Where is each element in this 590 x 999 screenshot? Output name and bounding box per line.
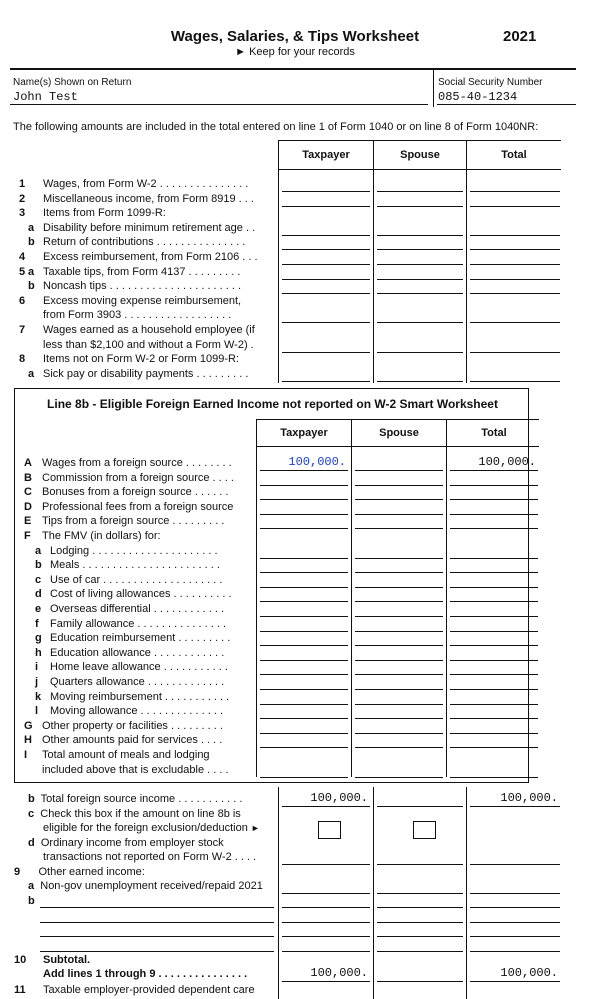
line-8c-line2	[43, 822, 260, 834]
line-10-label1: Subtotal.	[43, 954, 91, 966]
sw-taxpayer-entry[interactable]	[260, 558, 348, 559]
line-number: 8	[19, 353, 26, 366]
sw-total-entry[interactable]	[450, 587, 538, 588]
sw-line-label: Bonuses from a foreign source . . . . . .	[42, 486, 229, 499]
taxpayer-entry[interactable]	[282, 381, 370, 382]
line-label: Wages, from Form W-2 . . . . . . . . . . . . . . .	[43, 178, 249, 190]
sw-line-letter: A	[24, 457, 32, 469]
sw-line-label: Lodging . . . . . . . . . . . . . . . . . . . . .	[50, 544, 218, 557]
line-8c-label2: eligible for the foreign exclusion/deduction	[43, 822, 248, 834]
sw-line-sub-letter: f	[35, 617, 39, 630]
sw-taxpayer-entry[interactable]	[260, 528, 348, 529]
sw-line-label: Use of car . . . . . . . . . . . . . . . . . . . .	[50, 573, 223, 586]
line-sub-letter: a	[28, 367, 35, 380]
line-sub-letter: b	[28, 236, 35, 249]
sw-taxpayer-entry[interactable]	[260, 660, 348, 661]
sw-total-entry[interactable]	[450, 499, 538, 500]
sw-line-label: Other amounts paid for services . . . .	[42, 734, 223, 747]
line-9a: a Non-gov unemployment received/repaid 2021	[28, 880, 263, 892]
sw-taxpayer-entry[interactable]	[260, 733, 348, 734]
sw-line-sub-letter: j	[35, 676, 39, 688]
sw-total-entry[interactable]	[450, 747, 538, 748]
sw-line-label: Meals . . . . . . . . . . . . . . . . . . . . . . .	[50, 559, 220, 572]
sw-total-entry[interactable]	[450, 660, 538, 661]
line-number: 3	[19, 207, 26, 220]
sw-spouse-entry[interactable]	[355, 616, 443, 617]
sw-line-label: Moving allowance . . . . . . . . . . . . . .	[50, 705, 224, 718]
sw-line-sub-letter: i	[35, 661, 39, 674]
line-number: 2	[19, 192, 26, 205]
line-10-number: 10	[14, 954, 27, 966]
line-8b-total[interactable]: 100,000.	[500, 791, 558, 805]
line-label: Noncash tips . . . . . . . . . . . . . . . . . . . . . .	[43, 280, 242, 293]
sw-taxpayer-entry[interactable]	[260, 572, 348, 573]
line-8d-line2: transactions not reported on Form W-2 . . . .	[43, 851, 257, 863]
sw-spouse-entry[interactable]	[355, 689, 443, 690]
sw-col-total: Total	[481, 427, 507, 439]
sw-spouse-entry[interactable]	[355, 470, 443, 471]
line-label: Return of contributions . . . . . . . . . . . . . . .	[43, 236, 246, 249]
line-label: Items not on Form W-2 or Form 1099-R:	[43, 353, 240, 366]
line-8b-taxpayer[interactable]: 100,000.	[310, 791, 368, 805]
total-entry[interactable]	[470, 352, 560, 353]
sw-line-label: Cost of living allowances . . . . . . . . . .	[50, 588, 232, 601]
total-entry[interactable]	[470, 249, 560, 250]
col-spouse: Spouse	[400, 149, 440, 161]
total-entry[interactable]	[470, 235, 560, 236]
line-9b-desc-1[interactable]	[40, 907, 274, 908]
sw-total-entry[interactable]	[450, 514, 538, 515]
line-9-label: Other earned income:	[38, 866, 145, 878]
keep-records-text: Keep for your records	[249, 46, 355, 58]
sw-line-letter: I	[24, 749, 28, 761]
sw-line-label: Quarters allowance . . . . . . . . . . . . .	[50, 676, 225, 688]
sw-line-sub-letter: e	[35, 603, 42, 615]
line-label: Excess moving expense reimbursement,	[43, 294, 242, 307]
total-entry[interactable]	[470, 322, 560, 323]
sw-line-label: Home leave allowance . . . . . . . . . . .	[50, 661, 228, 674]
col-total: Total	[501, 149, 527, 161]
sw-taxpayer-entry[interactable]	[260, 485, 348, 486]
taxpayer-entry[interactable]	[282, 191, 370, 192]
line-9b-desc-2[interactable]	[40, 922, 274, 923]
line-8b: b Total foreign source income . . . . . . . . . . .	[28, 793, 243, 805]
sw-line-label: The FMV (in dollars) for:	[42, 530, 161, 542]
spouse-entry[interactable]	[377, 322, 463, 323]
sw-spouse-entry[interactable]	[355, 704, 443, 705]
sw-spouse-entry[interactable]	[355, 587, 443, 588]
line-number: 1	[19, 178, 26, 190]
sw-total-entry[interactable]	[450, 645, 538, 646]
sw-taxpayer-entry[interactable]	[260, 499, 348, 500]
line-label: Excess reimbursement, from Form 2106 . . .	[43, 251, 258, 263]
taxpayer-entry[interactable]	[282, 264, 370, 265]
intro-text: The following amounts are included in the total entered on line 1 of Form 1040 or on line 8 of Form 1040NR:	[13, 121, 539, 133]
sw-line-sub-letter: h	[35, 646, 42, 659]
sw-line-label: Commission from a foreign source . . . .	[42, 471, 234, 484]
sw-line-label: Total amount of meals and lodging	[42, 749, 210, 761]
spouse-entry[interactable]	[377, 206, 463, 207]
sw-spouse-entry[interactable]	[355, 572, 443, 573]
spouse-entry[interactable]	[377, 191, 463, 192]
spouse-entry[interactable]	[377, 381, 463, 382]
sw-line-label: Other property or facilities . . . . . . . . .	[42, 719, 223, 732]
sw-line-sub-letter: g	[35, 632, 42, 645]
taxpayer-entry[interactable]	[282, 279, 370, 280]
name-label: Name(s) Shown on Return	[13, 77, 132, 88]
line-10-taxpayer[interactable]: 100,000.	[310, 966, 368, 980]
sw-taxpayer-entry[interactable]	[260, 601, 348, 602]
sw-total-entry[interactable]	[450, 733, 538, 734]
line-8c-spouse-checkbox[interactable]	[413, 821, 436, 839]
line-sub-letter: b	[28, 280, 35, 293]
sw-total-entry[interactable]	[450, 485, 538, 486]
sw-spouse-entry[interactable]	[355, 733, 443, 734]
line-9b-letter: b	[28, 895, 35, 907]
line-number: 6	[19, 294, 26, 307]
sw-spouse-entry[interactable]	[355, 674, 443, 675]
sw-taxpayer-entry[interactable]	[260, 704, 348, 705]
sw-line-label: Education reimbursement . . . . . . . . .	[50, 632, 231, 645]
arrow-right-icon: ►	[235, 46, 247, 58]
sw-line-letter: F	[24, 530, 31, 542]
spouse-entry[interactable]	[377, 279, 463, 280]
smart-worksheet-title: Line 8b - Eligible Foreign Earned Income not reported on W-2 Smart Worksheet	[47, 397, 498, 411]
sw-total-entry[interactable]	[450, 674, 538, 675]
line-number: 7	[19, 324, 26, 336]
sw-total-entry[interactable]	[450, 470, 538, 471]
sw-taxpayer-entry[interactable]	[260, 616, 348, 617]
taxpayer-entry[interactable]	[282, 352, 370, 353]
taxpayer-entry[interactable]	[282, 249, 370, 250]
line-number: 4	[19, 251, 26, 263]
sw-taxpayer-entry[interactable]	[260, 777, 348, 778]
sw-line-label: Overseas differential . . . . . . . . . . . .	[50, 603, 225, 615]
line-9b-desc-3[interactable]	[40, 936, 274, 937]
sw-spouse-entry[interactable]	[355, 601, 443, 602]
sw-taxpayer-entry[interactable]	[260, 514, 348, 515]
sw-spouse-entry[interactable]	[355, 514, 443, 515]
keep-records-note	[0, 46, 590, 58]
line-label: Sick pay or disability payments . . . . . . . . .	[43, 367, 249, 380]
sw-line-label: Wages from a foreign source . . . . . . . .	[42, 457, 232, 469]
sw-spouse-entry[interactable]	[355, 558, 443, 559]
line-8b-label: Total foreign source income . . . . . . . . . . .	[40, 793, 243, 805]
line-label: Items from Form 1099-R:	[43, 207, 166, 220]
line-8c-taxpayer-checkbox[interactable]	[318, 821, 341, 839]
line-sub-letter: a	[28, 265, 35, 278]
sw-total-entry[interactable]	[450, 528, 538, 529]
spouse-entry[interactable]	[377, 293, 463, 294]
sw-total-entry[interactable]	[450, 704, 538, 705]
spouse-entry[interactable]	[377, 264, 463, 265]
line-sub-letter: a	[28, 221, 35, 234]
ssn-field[interactable]: 085-40-1234	[438, 90, 518, 104]
sw-taxpayer-entry[interactable]	[260, 689, 348, 690]
sw-total-value[interactable]: 100,000.	[478, 455, 536, 469]
line-8c-line1: c Check this box if the amount on line 8b is	[28, 808, 241, 820]
sw-spouse-entry[interactable]	[355, 528, 443, 529]
sw-col-spouse: Spouse	[379, 427, 419, 439]
line-label: Taxable tips, from Form 4137 . . . . . . . . .	[43, 265, 241, 278]
line-label: Disability before minimum retirement age . .	[43, 221, 256, 234]
sw-line-label: Family allowance . . . . . . . . . . . . . . .	[50, 617, 227, 630]
sw-taxpayer-entry[interactable]	[260, 645, 348, 646]
sw-line-label: Moving reimbursement . . . . . . . . . . .	[50, 690, 230, 703]
col-taxpayer: Taxpayer	[302, 149, 350, 161]
sw-line-letter: D	[24, 500, 32, 513]
sw-taxpayer-entry[interactable]	[260, 470, 348, 471]
name-field[interactable]: John Test	[13, 90, 78, 104]
sw-line-sub-letter: d	[35, 588, 42, 601]
line-9a-label: Non-gov unemployment received/repaid 2021	[40, 880, 263, 892]
taxpayer-entry[interactable]	[282, 322, 370, 323]
sw-line-label: Education allowance . . . . . . . . . . . .	[50, 646, 225, 659]
sw-line-sub-letter: k	[35, 690, 42, 703]
line-label: Miscellaneous income, from Form 8919 . . .	[43, 192, 254, 205]
sw-line-letter: H	[24, 734, 32, 747]
sw-total-entry[interactable]	[450, 616, 538, 617]
sw-line-letter: C	[24, 486, 32, 499]
line-label: Wages earned as a household employee (if	[43, 324, 255, 336]
sw-line-letter: B	[24, 471, 32, 484]
arrow-right-icon: ►	[250, 823, 260, 833]
line-8d-label1: Ordinary income from employer stock	[40, 837, 224, 849]
sw-line-label: Tips from a foreign source . . . . . . . . .	[42, 515, 225, 528]
line-11-label: Taxable employer-provided dependent care	[43, 984, 255, 996]
sw-line-letter: E	[24, 515, 32, 528]
sw-col-taxpayer: Taxpayer	[280, 427, 328, 439]
sw-spouse-entry[interactable]	[355, 631, 443, 632]
sw-taxpayer-value[interactable]: 100,000.	[288, 455, 346, 469]
sw-line-label: Professional fees from a foreign source	[42, 500, 234, 513]
total-entry[interactable]	[470, 191, 560, 192]
ssn-label: Social Security Number	[438, 77, 543, 88]
sw-total-entry[interactable]	[450, 558, 538, 559]
line-9b-desc-4[interactable]	[40, 951, 274, 952]
sw-line-sub-letter: l	[35, 705, 39, 718]
sw-spouse-entry[interactable]	[355, 485, 443, 486]
total-entry[interactable]	[470, 279, 560, 280]
line-label: from Form 3903 . . . . . . . . . . . . . . . . . .	[43, 309, 232, 322]
sw-total-entry[interactable]	[450, 689, 538, 690]
tax-year: 2021	[503, 28, 537, 45]
sw-spouse-entry[interactable]	[355, 747, 443, 748]
sw-taxpayer-entry[interactable]	[260, 747, 348, 748]
sw-total-entry[interactable]	[450, 601, 538, 602]
sw-spouse-entry[interactable]	[355, 718, 443, 719]
sw-total-entry[interactable]	[450, 777, 538, 778]
sw-line-letter: G	[24, 719, 33, 732]
sw-line-sub-letter: b	[35, 559, 42, 572]
line-11-number: 11	[14, 984, 26, 996]
sw-taxpayer-entry[interactable]	[260, 718, 348, 719]
line-10-total[interactable]: 100,000.	[500, 966, 558, 980]
sw-line-sub-letter: a	[35, 544, 42, 557]
line-number: 5	[19, 265, 26, 278]
spouse-entry[interactable]	[377, 235, 463, 236]
sw-line-sub-letter: c	[35, 573, 42, 586]
sw-total-entry[interactable]	[450, 631, 538, 632]
taxpayer-entry[interactable]	[282, 206, 370, 207]
line-8d-line1: d Ordinary income from employer stock	[28, 837, 224, 849]
taxpayer-entry[interactable]	[282, 235, 370, 236]
sw-total-entry[interactable]	[450, 572, 538, 573]
sw-taxpayer-entry[interactable]	[260, 674, 348, 675]
sw-taxpayer-entry[interactable]	[260, 631, 348, 632]
line-label: less than $2,100 and without a Form W-2) .	[43, 338, 254, 351]
sw-taxpayer-entry[interactable]	[260, 587, 348, 588]
line-8c-label1: Check this box if the amount on line 8b is	[40, 808, 241, 820]
taxpayer-entry[interactable]	[282, 293, 370, 294]
total-entry[interactable]	[470, 264, 560, 265]
line-9: 9 Other earned income:	[14, 866, 145, 878]
spouse-entry[interactable]	[377, 352, 463, 353]
line-10-label2: Add lines 1 through 9 . . . . . . . . . . . . . . .	[43, 968, 248, 980]
sw-spouse-entry[interactable]	[355, 499, 443, 500]
sw-total-entry[interactable]	[450, 718, 538, 719]
sw-spouse-entry[interactable]	[355, 777, 443, 778]
total-entry[interactable]	[470, 206, 560, 207]
sw-spouse-entry[interactable]	[355, 645, 443, 646]
sw-line-label: included above that is excludable . . . .	[42, 763, 229, 776]
sw-spouse-entry[interactable]	[355, 660, 443, 661]
total-entry[interactable]	[470, 293, 560, 294]
total-entry[interactable]	[470, 381, 560, 382]
spouse-entry[interactable]	[377, 249, 463, 250]
worksheet-title: Wages, Salaries, & Tips Worksheet	[170, 28, 420, 45]
